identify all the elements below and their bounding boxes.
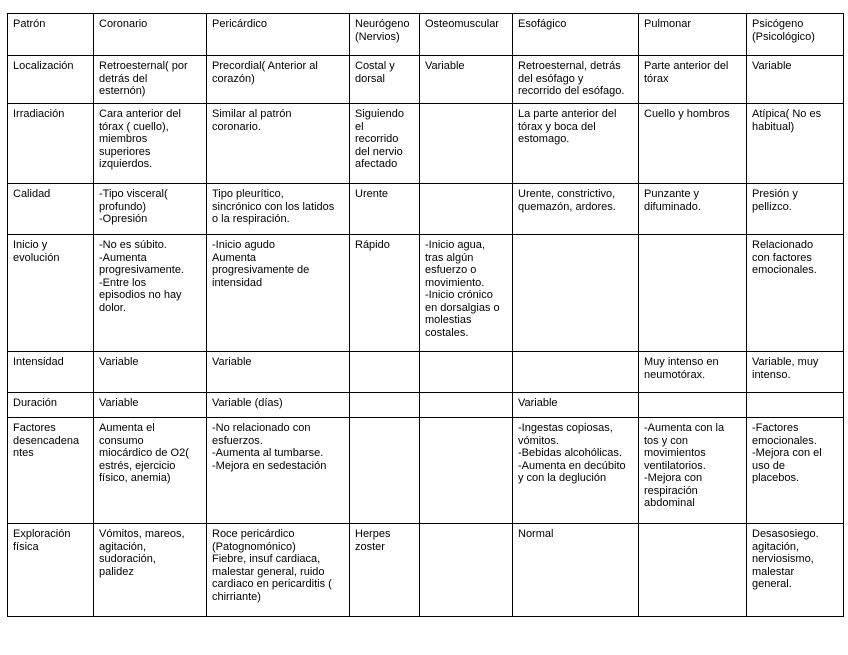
cell-duracion-osteomuscular <box>420 393 513 418</box>
cell-localizacion-pulmonar: Parte anterior del tórax <box>639 56 747 104</box>
header-cell-esofagico: Esofágico <box>513 14 639 56</box>
cell-localizacion-esofagico: Retroesternal, detrás del esófago y recorrido del esófago. <box>513 56 639 104</box>
cell-calidad-psicogeno: Presión y pellizco. <box>747 184 844 235</box>
cell-calidad-esofagico: Urente, constrictivo, quemazón, ardores. <box>513 184 639 235</box>
chest-pain-patterns-table <box>7 13 844 617</box>
cell-localizacion-pericardico: Precordial( Anterior al corazón) <box>207 56 350 104</box>
cell-localizacion-osteomuscular: Variable <box>420 56 513 104</box>
cell-duracion-psicogeno <box>747 393 844 418</box>
cell-localizacion-neurogeno: Costal y dorsal <box>350 56 420 104</box>
row-label-intensidad: Intensidad <box>8 352 94 393</box>
cell-exploracion-coronario: Vómitos, mareos, agitación, sudoración, palidez <box>94 524 207 617</box>
cell-irradiacion-osteomuscular <box>420 104 513 184</box>
cell-inicio-osteomuscular: -Inicio agua, tras algún esfuerzo o movimiento. -Inicio crónico en dorsalgias o molestias costales. <box>420 235 513 352</box>
cell-exploracion-psicogeno: Desasosiego. agitación, nerviosismo, malestar general. <box>747 524 844 617</box>
cell-calidad-coronario: -Tipo visceral( profundo) -Opresión <box>94 184 207 235</box>
row-label-factores-desencadenantes: Factores desencadena ntes <box>8 418 94 524</box>
cell-irradiacion-pulmonar: Cuello y hombros <box>639 104 747 184</box>
row-calidad <box>8 184 844 235</box>
header-row <box>8 14 844 56</box>
row-exploracion-fisica <box>8 524 844 617</box>
cell-factores-coronario: Aumenta el consumo miocárdico de O2( estrés, ejercicio físico, anemia) <box>94 418 207 524</box>
row-duracion <box>8 393 844 418</box>
cell-irradiacion-pericardico: Similar al patrón coronario. <box>207 104 350 184</box>
cell-intensidad-neurogeno <box>350 352 420 393</box>
cell-factores-psicogeno: -Factores emocionales. -Mejora con el uso de placebos. <box>747 418 844 524</box>
row-label-inicio-evolucion: Inicio y evolución <box>8 235 94 352</box>
cell-intensidad-osteomuscular <box>420 352 513 393</box>
header-cell-patron: Patrón <box>8 14 94 56</box>
cell-localizacion-coronario: Retroesternal( por detrás del esternón) <box>94 56 207 104</box>
cell-duracion-pulmonar <box>639 393 747 418</box>
cell-irradiacion-esofagico: La parte anterior del tórax y boca del estomago. <box>513 104 639 184</box>
cell-intensidad-pulmonar: Muy intenso en neumotórax. <box>639 352 747 393</box>
cell-exploracion-neurogeno: Herpes zoster <box>350 524 420 617</box>
row-intensidad <box>8 352 844 393</box>
header-cell-pulmonar: Pulmonar <box>639 14 747 56</box>
cell-inicio-pericardico: -Inicio agudo Aumenta progresivamente de intensidad <box>207 235 350 352</box>
cell-inicio-psicogeno: Relacionado con factores emocionales. <box>747 235 844 352</box>
cell-exploracion-osteomuscular <box>420 524 513 617</box>
cell-duracion-neurogeno <box>350 393 420 418</box>
cell-inicio-neurogeno: Rápido <box>350 235 420 352</box>
cell-localizacion-psicogeno: Variable <box>747 56 844 104</box>
header-cell-neurogeno: Neurógeno (Nervios) <box>350 14 420 56</box>
header-cell-psicogeno: Psicógeno (Psicológico) <box>747 14 844 56</box>
row-label-localizacion: Localización <box>8 56 94 104</box>
cell-factores-osteomuscular <box>420 418 513 524</box>
row-factores-desencadenantes <box>8 418 844 524</box>
row-label-exploracion-fisica: Exploración física <box>8 524 94 617</box>
row-label-duracion: Duración <box>8 393 94 418</box>
cell-duracion-esofagico: Variable <box>513 393 639 418</box>
cell-factores-pulmonar: -Aumenta con la tos y con movimientos ventilatorios. -Mejora con respiración abdominal <box>639 418 747 524</box>
row-irradiacion <box>8 104 844 184</box>
cell-exploracion-pericardico: Roce pericárdico (Patognomónico) Fiebre, insuf cardiaca, malestar general, ruido cardiaco en pericarditis ( chirriante) <box>207 524 350 617</box>
cell-inicio-pulmonar <box>639 235 747 352</box>
cell-factores-pericardico: -No relacionado con esfuerzos. -Aumenta al tumbarse. -Mejora en sedestación <box>207 418 350 524</box>
cell-intensidad-esofagico <box>513 352 639 393</box>
header-cell-osteomuscular: Osteomuscular <box>420 14 513 56</box>
cell-intensidad-pericardico: Variable <box>207 352 350 393</box>
cell-irradiacion-neurogeno: Siguiendo el recorrido del nervio afectado <box>350 104 420 184</box>
cell-inicio-esofagico <box>513 235 639 352</box>
cell-exploracion-pulmonar <box>639 524 747 617</box>
header-cell-pericardico: Pericárdico <box>207 14 350 56</box>
chest-pain-table-container <box>7 13 844 617</box>
cell-inicio-coronario: -No es súbito. -Aumenta progresivamente. -Entre los episodios no hay dolor. <box>94 235 207 352</box>
cell-irradiacion-psicogeno: Atípica( No es habitual) <box>747 104 844 184</box>
cell-irradiacion-coronario: Cara anterior del tórax ( cuello), miembros superiores izquierdos. <box>94 104 207 184</box>
cell-calidad-neurogeno: Urente <box>350 184 420 235</box>
cell-calidad-pulmonar: Punzante y difuminado. <box>639 184 747 235</box>
cell-duracion-coronario: Variable <box>94 393 207 418</box>
row-label-calidad: Calidad <box>8 184 94 235</box>
row-localizacion <box>8 56 844 104</box>
cell-exploracion-esofagico: Normal <box>513 524 639 617</box>
cell-intensidad-coronario: Variable <box>94 352 207 393</box>
cell-calidad-pericardico: Tipo pleurítico, sincrónico con los latidos o la respiración. <box>207 184 350 235</box>
cell-calidad-osteomuscular <box>420 184 513 235</box>
row-inicio-evolucion <box>8 235 844 352</box>
cell-intensidad-psicogeno: Variable, muy intenso. <box>747 352 844 393</box>
row-label-irradiacion: Irradiación <box>8 104 94 184</box>
cell-duracion-pericardico: Variable (días) <box>207 393 350 418</box>
cell-factores-esofagico: -Ingestas copiosas, vómitos. -Bebidas alcohólicas. -Aumenta en decúbito y con la deglución <box>513 418 639 524</box>
header-cell-coronario: Coronario <box>94 14 207 56</box>
cell-factores-neurogeno <box>350 418 420 524</box>
